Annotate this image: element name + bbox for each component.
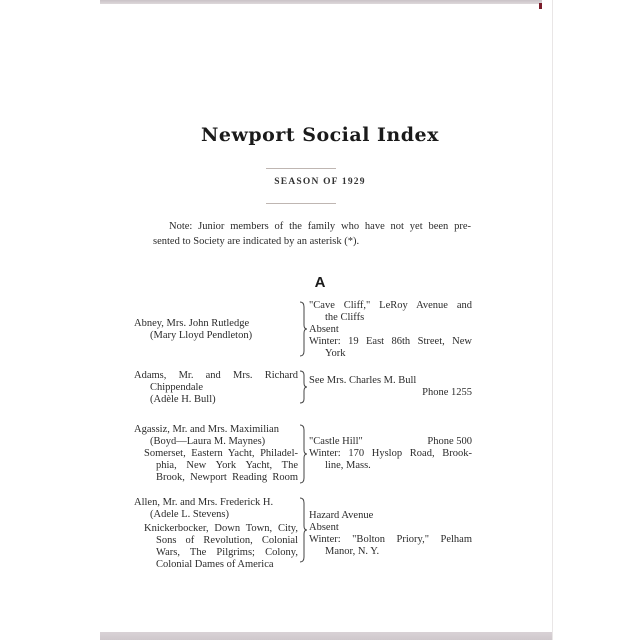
club-list-cont: Wars, The Pilgrims; Colony, [156,547,298,558]
brace-icon [299,370,307,404]
see-reference: See Mrs. Charles M. Bull [309,375,417,386]
note-line-1: Note: Junior members of the family who have not yet been pre- [169,221,471,232]
section-letter: A [314,274,326,291]
title-rule [266,168,336,169]
entry-maiden-name: (Adele L. Stevens) [150,509,230,520]
phone-number: Phone 500 [427,436,472,447]
winter-address: Winter: 19 East 86th Street, New [309,336,472,347]
status-absent: Absent [309,324,339,335]
residence-line [309,436,472,448]
entry-name-cont: Chippendale [150,382,204,393]
page-top-edge [100,0,542,4]
entry-name: Abney, Mrs. John Rutledge [134,318,250,329]
address-line: "Cave Cliff," LeRoy Avenue and [309,300,472,311]
address-line: Hazard Avenue [309,510,374,521]
entry-address-block [309,436,472,472]
residence-name: "Castle Hill" [309,436,363,447]
entry-name: Allen, Mr. and Mrs. Frederick H. [134,497,274,508]
address-line: the Cliffs [325,312,365,323]
entry-address-block [309,300,472,360]
season-label: SEASON OF 1929 [274,177,366,187]
entry-maiden-name: (Adèle H. Bull) [150,394,216,405]
season-rule [266,203,336,204]
entry-maiden-name: (Boyd—Laura M. Maynes) [150,436,266,447]
entry-name: Adams, Mr. and Mrs. Richard [134,370,298,381]
entry-address-block [309,510,472,558]
note-line-2: sented to Society are indicated by an asterisk (*). [153,236,360,247]
status-absent: Absent [309,522,339,533]
brace-icon [299,301,307,357]
entry-name-block [134,424,298,484]
brace-icon [299,497,307,563]
club-list-cont: Brook, Newport Reading Room [156,472,298,483]
phone-number: Phone 1255 [422,387,472,398]
winter-address: Winter: "Bolton Priory," Pelham [309,534,472,545]
club-list-cont: Sons of Revolution, Colonial [156,535,298,546]
club-list: Knickerbocker, Down Town, City, [144,523,298,534]
entry-maiden-name: (Mary Lloyd Pendleton) [150,330,253,341]
winter-address-cont: Manor, N. Y. [325,546,380,557]
entry-name: Agassiz, Mr. and Mrs. Maximilian [134,424,279,435]
entry-name-block [134,370,298,406]
club-list-cont: phia, New York Yacht, The [156,460,298,471]
winter-address: Winter: 170 Hyslop Road, Brook- [309,448,472,459]
page-title: Newport Social Index [201,124,439,146]
page-bottom-edge [100,632,552,640]
note-paragraph [153,219,471,249]
winter-address-cont: York [325,348,346,359]
club-list: Somerset, Eastern Yacht, Philadel- [144,448,298,459]
page-corner-mark [539,3,542,9]
club-list-cont: Colonial Dames of America [156,559,274,570]
winter-address-cont: line, Mass. [325,460,371,471]
entry-name-block [134,497,298,571]
page-right-edge [552,0,553,640]
entry-name-block [134,318,298,342]
entry-address-block [309,375,472,399]
brace-icon [299,424,307,484]
